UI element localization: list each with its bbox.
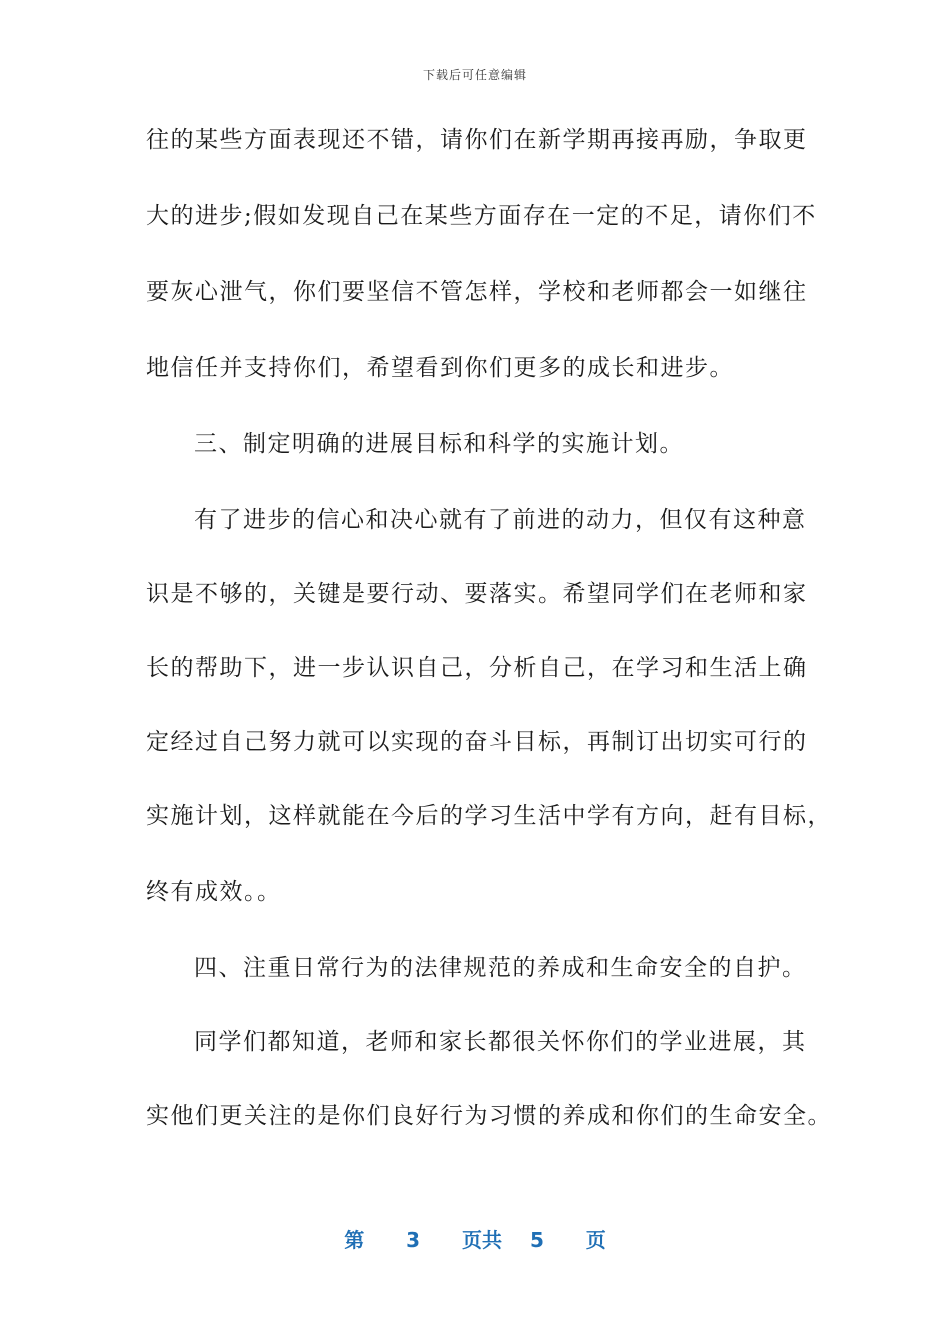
body-line: 实施计划，这样就能在今后的学习生活中学有方向，赶有目标，: [146, 803, 832, 829]
body-line: 长的帮助下，进一步认识自己，分析自己，在学习和生活上确: [146, 655, 808, 681]
total-page-number: 5: [529, 1228, 544, 1252]
section-heading: 三、制定明确的进展目标和科学的实施计划。: [194, 431, 684, 457]
body-line: 有了进步的信心和决心就有了前进的动力，但仅有这种意: [194, 507, 807, 533]
body-line: 大的进步;假如发现自己在某些方面存在一定的不足，请你们不: [146, 203, 817, 229]
current-page-number: 3: [406, 1228, 421, 1252]
body-line: 识是不够的，关键是要行动、要落实。希望同学们在老师和家: [146, 581, 808, 607]
page-header: 下载后可任意编辑: [422, 68, 527, 82]
body-line: 往的某些方面表现还不错，请你们在新学期再接再励，争取更: [146, 127, 808, 153]
body-line: 实他们更关注的是你们良好行为习惯的养成和你们的生命安全。: [146, 1103, 832, 1129]
body-line: 地信任并支持你们，希望看到你们更多的成长和进步。: [146, 355, 734, 381]
body-line: 定经过自己努力就可以实现的奋斗目标，再制订出切实可行的: [146, 729, 808, 755]
section-heading: 四、注重日常行为的法律规范的养成和生命安全的自护。: [194, 955, 807, 981]
footer-suffix: 页: [585, 1228, 606, 1252]
body-line: 同学们都知道，老师和家长都很关怀你们的学业进展，其: [194, 1029, 807, 1055]
footer-prefix: 第: [344, 1228, 365, 1252]
body-line: 终有成效。。: [146, 879, 282, 905]
footer-middle: 页共: [462, 1228, 502, 1252]
body-line: 要灰心泄气，你们要坚信不管怎样，学校和老师都会一如继往: [146, 279, 808, 305]
page-number-footer: [0, 1224, 950, 1253]
